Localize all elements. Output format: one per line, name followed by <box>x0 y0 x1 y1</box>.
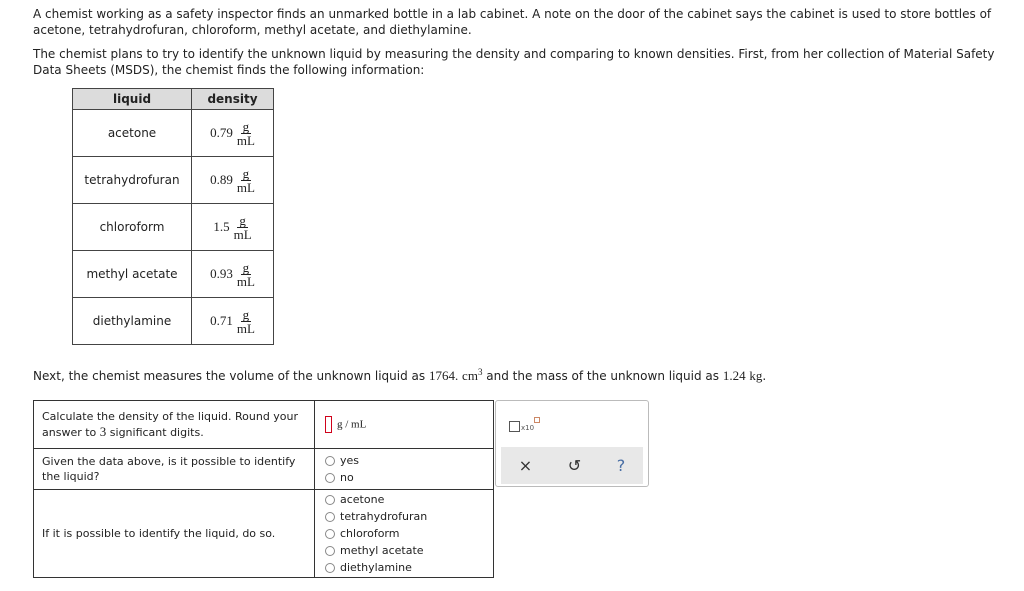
question-table <box>33 400 494 578</box>
unit-numerator: g <box>242 165 250 181</box>
mass-value: 1.24 <box>722 368 746 383</box>
liquid-header: liquid <box>73 89 192 110</box>
liquid-option[interactable] <box>325 559 493 576</box>
density-value: 1.5 <box>213 219 230 234</box>
q3-options <box>315 490 494 578</box>
plan-text: The chemist plans to try to identify the unknown liquid by measuring the density and comparing to known densities. First, from her collection of Material Safety Data Sheets (MSDS), the chemist finds the following information: <box>33 47 995 77</box>
volume-unit: cm <box>462 368 478 383</box>
q2-text: Given the data above, is it possible to identify the liquid? <box>34 449 315 490</box>
undo-icon[interactable]: ↺ <box>567 456 582 475</box>
density-cell <box>192 298 274 345</box>
mass-unit: kg <box>749 368 763 383</box>
unit-denominator: mL <box>236 273 255 289</box>
liquid-option[interactable] <box>325 491 493 508</box>
exponent-box-icon <box>534 417 540 423</box>
liquid-name: tetrahydrofuran <box>73 157 192 204</box>
q3-text: If it is possible to identify the liquid, do so. <box>34 490 315 578</box>
density-cell <box>192 251 274 298</box>
radio-icon[interactable] <box>325 563 335 573</box>
measurement-text: Next, the chemist measures the volume of the unknown liquid as 1764. $cm^3$ and the mass of the unknown liquid as 1.24 kg. <box>33 367 767 383</box>
density-unit: g / mL <box>337 418 367 431</box>
unit-numerator: g <box>242 259 250 275</box>
radio-icon[interactable] <box>325 546 335 556</box>
intro-text: A chemist working as a safety inspector finds an unmarked bottle in a lab cabinet. A note on the door of the cabinet says the cabinet is used to store bottles of acetone, tetrahydrofuran, chloroform, methyl acetate, and diethylamine. <box>33 7 992 37</box>
density-value: 0.71 <box>210 313 233 328</box>
density-header: density <box>192 89 274 110</box>
tool-panel <box>495 400 649 487</box>
option-label: methyl acetate <box>340 544 424 557</box>
density-cell <box>192 204 274 251</box>
liquid-name: diethylamine <box>73 298 192 345</box>
density-row <box>73 298 274 345</box>
unit-numerator: g <box>242 306 250 322</box>
radio-icon[interactable] <box>325 529 335 539</box>
density-row <box>73 157 274 204</box>
unit-denominator: mL <box>236 179 255 195</box>
identify-option[interactable] <box>325 469 493 486</box>
liquid-option[interactable] <box>325 508 493 525</box>
density-value: 0.93 <box>210 266 233 281</box>
density-input[interactable] <box>325 416 332 433</box>
liquid-name: chloroform <box>73 204 192 251</box>
radio-icon[interactable] <box>325 495 335 505</box>
x10-label: x10 <box>521 424 535 432</box>
volume-value: 1764. <box>428 368 459 383</box>
clear-icon[interactable]: × <box>518 456 533 475</box>
radio-icon[interactable] <box>325 473 335 483</box>
option-label: diethylamine <box>340 561 412 574</box>
unit-numerator: g <box>242 118 250 134</box>
base-box-icon <box>509 421 520 432</box>
identify-option[interactable] <box>325 452 493 469</box>
radio-icon[interactable] <box>325 512 335 522</box>
density-row <box>73 204 274 251</box>
density-value: 0.89 <box>210 172 233 187</box>
option-label: no <box>340 471 354 484</box>
scientific-notation-button[interactable] <box>509 417 540 432</box>
unit-denominator: mL <box>236 132 255 148</box>
q1-text: Calculate the density of the liquid. Round your answer to 3 significant digits. <box>34 401 315 449</box>
density-value: 0.79 <box>210 125 233 140</box>
help-icon[interactable]: ? <box>616 456 626 475</box>
q1-answer <box>315 401 494 449</box>
density-table <box>72 88 274 345</box>
density-row <box>73 110 274 157</box>
tool-bar <box>501 447 643 484</box>
liquid-name: methyl acetate <box>73 251 192 298</box>
q2-options <box>315 449 494 490</box>
liquid-name: acetone <box>73 110 192 157</box>
option-label: chloroform <box>340 527 400 540</box>
density-cell <box>192 110 274 157</box>
density-cell <box>192 157 274 204</box>
unit-denominator: mL <box>233 226 252 242</box>
option-label: acetone <box>340 493 385 506</box>
liquid-option[interactable] <box>325 525 493 542</box>
unit-numerator: g <box>239 212 246 228</box>
option-label: yes <box>340 454 360 467</box>
density-row <box>73 251 274 298</box>
option-label: tetrahydrofuran <box>340 510 428 523</box>
radio-icon[interactable] <box>325 456 335 466</box>
unit-denominator: mL <box>236 320 255 336</box>
liquid-option[interactable] <box>325 542 493 559</box>
